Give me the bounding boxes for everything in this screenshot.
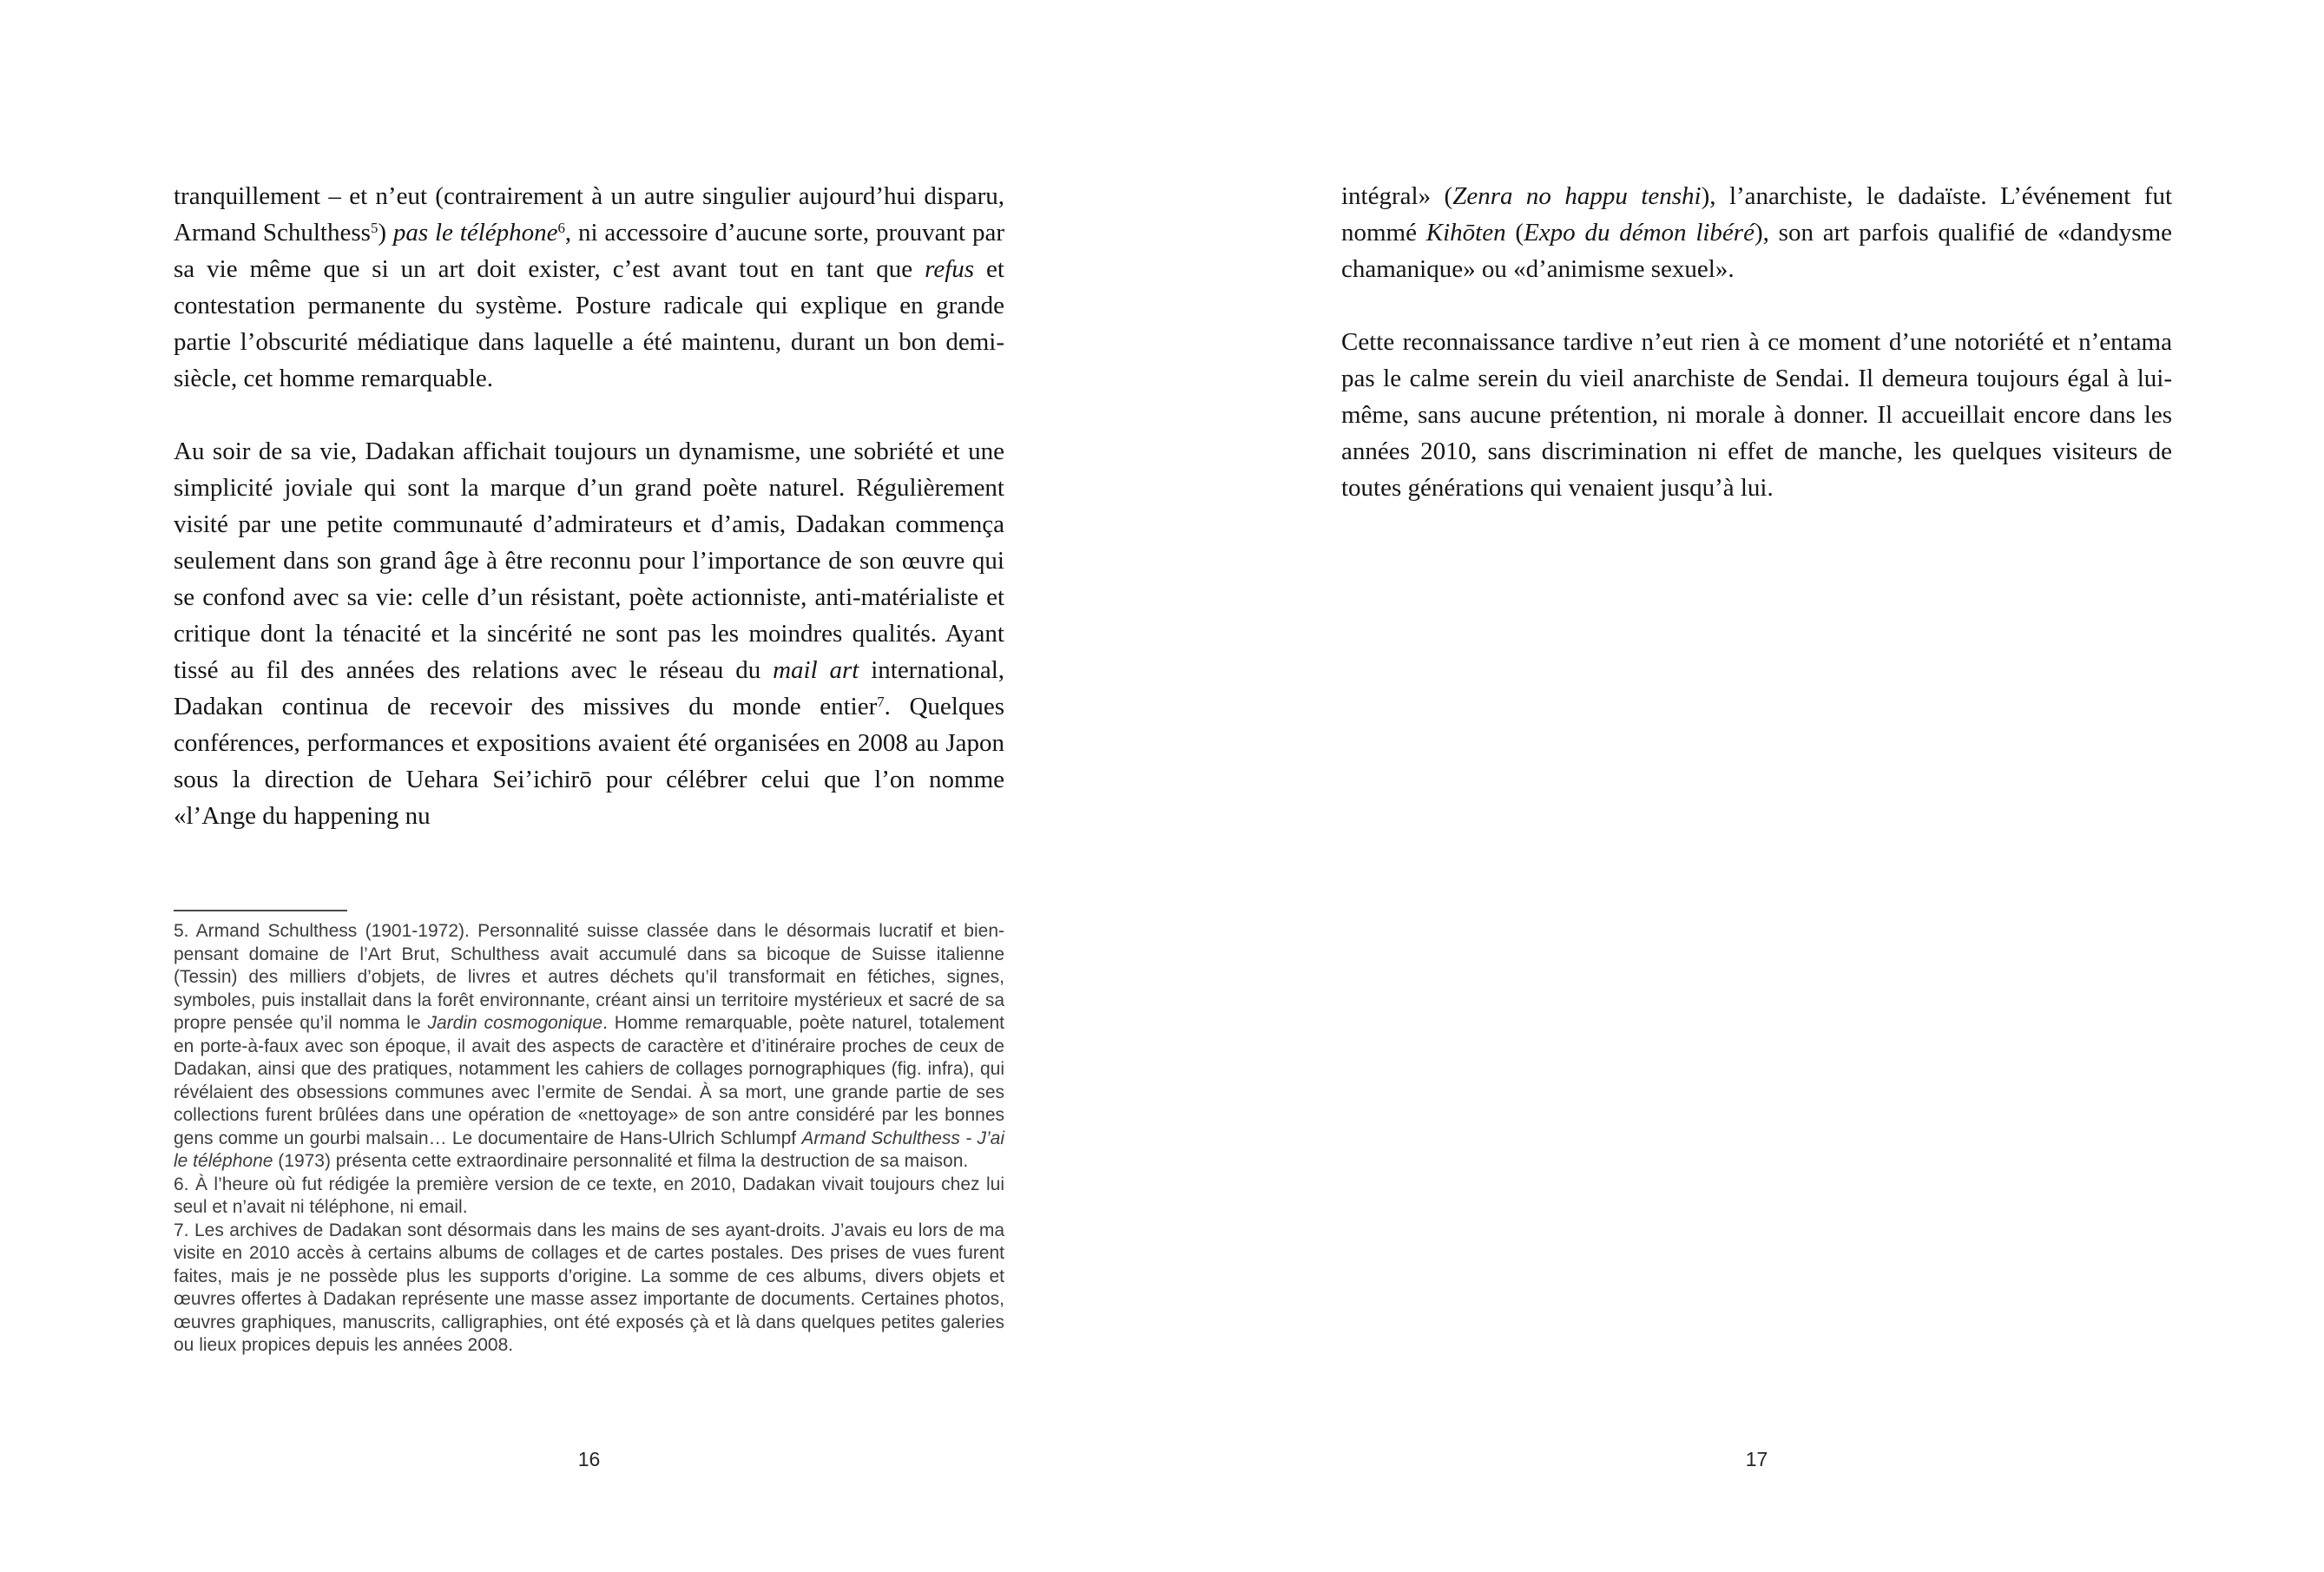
right-page-text-column [1341,178,2172,506]
footnote-reference: 6 [557,219,565,236]
left-page-paragraph-2: Au soir de sa vie, Dadakan affichait toujours un dynamisme, une sobriété et une simplicité joviale qui sont la marque d’un grand poète naturel. Régulièrement visité par une petite communauté d’admirateurs et d’amis, Dadakan commença seulement dans son grand âge à être reconnu pour l’importance de son œuvre qui se confond avec sa vie: celle d’un résistant, poète actionniste, anti-matérialiste et critique dont la ténacité et la sincérité ne sont pas les moindres qualités. Ayant tissé au fil des années des relations avec le réseau du mail art international, Dadakan continua de recevoir des missives du monde entier$^7$. Quelques conférences, performances et expositions avaient été organisées en 2008 au Japon sous la direction de Uehara Sei’ichirō pour célébrer celui que l’on nomme «l’Ange du happening nu [174,437,1005,830]
footnote-reference: 7 [877,693,885,710]
right-page-paragraph-1: intégral» (Zenra no happu tenshi), l’anarchiste, le dadaïste. L’événement fut nommé Kihōten (Expo du démon libéré), son art parfois qualifié de «dandysme chamanique» ou «d’animisme sexuel». [1341,182,2172,283]
footnote-reference: 5 [370,219,379,236]
footnotes-block [174,910,1004,1358]
footnote-6: 6. À l’heure où fut rédigée la première version de ce texte, en 2010, Dadakan vivait toujours chez lui seul et n’avait ni téléphone, ni email. [174,1174,1004,1217]
footnote-7: 7. Les archives de Dadakan sont désormais dans les mains de ses ayant-droits. J’avais eu lors de ma visite en 2010 accès à certains albums de collages et de cartes postales. Des prises de vues furent faites, mais je ne possède plus les supports d’origine. La somme de ces albums, divers objets et œuvres offertes à Dadakan représente une masse assez importante de documents. Certaines photos, œuvres graphiques, manuscrits, calligraphies, ont été exposés çà et là dans quelques petites galeries ou lieux propices depuis les années 2008. [174,1220,1004,1355]
left-page-number: 16 [577,1448,601,1470]
right-page-paragraph-2: Cette reconnaissance tardive n’eut rien à ce moment d’une notoriété et n’entama pas le calme serein du vieil anarchiste de Sendai. Il demeura toujours égal à lui-même, sans aucune prétention, ni morale à donner. Il accueillait encore dans les années 2010, sans discrimination ni effet de manche, les quelques visiteurs de toutes générations qui venaient jusqu’à lui. [1341,328,2172,502]
footnote-divider-rule [174,910,347,911]
left-page-paragraph-1: tranquillement – et n’eut (contrairement à un autre singulier aujourd’hui disparu, Armand Schulthess$^5$) pas le téléphone$^6$, ni accessoire d’aucune sorte, prouvant par sa vie même que si un art doit exister, c’est avant tout en tant que refus et contestation permanente du système. Posture radicale qui explique en grande partie l’obscurité médiatique dans laquelle a été maintenu, durant un bon demi-siècle, cet homme remarquable. [174,182,1004,392]
right-page-number: 17 [1745,1448,1768,1470]
left-page-text-column [174,178,1004,834]
footnote-5: 5. Armand Schulthess (1901-1972). Personnalité suisse classée dans le désormais lucratif et bien-pensant domaine de l’Art Brut, Schulthess avait accumulé dans sa bicoque de Suisse italienne (Tessin) des milliers d’objets, de livres et autres déchets qu’il transformait en fétiches, signes, symboles, puis installait dans la forêt environnante, créant ainsi un territoire mystérieux et sacré de sa propre pensée qu’il nomma le Jardin cosmogonique. Homme remarquable, poète naturel, totalement en porte-à-faux avec son époque, il avait des aspects de caractère et d’itinéraire proches de ceux de Dadakan, ainsi que des pratiques, notamment les cahiers de collages pornographiques (fig. infra), qui révélaient des obsessions communes avec l’ermite de Sendai. À sa mort, une grande partie de ses collections furent brûlées dans une opération de «nettoyage» de son antre considéré par les bonnes gens comme un gourbi malsain… Le documentaire de Hans-Ulrich Schlumpf Armand Schulthess - J’ai le téléphone (1973) présenta cette extraordinaire personnalité et filma la destruction de sa maison. [174,921,1005,1171]
